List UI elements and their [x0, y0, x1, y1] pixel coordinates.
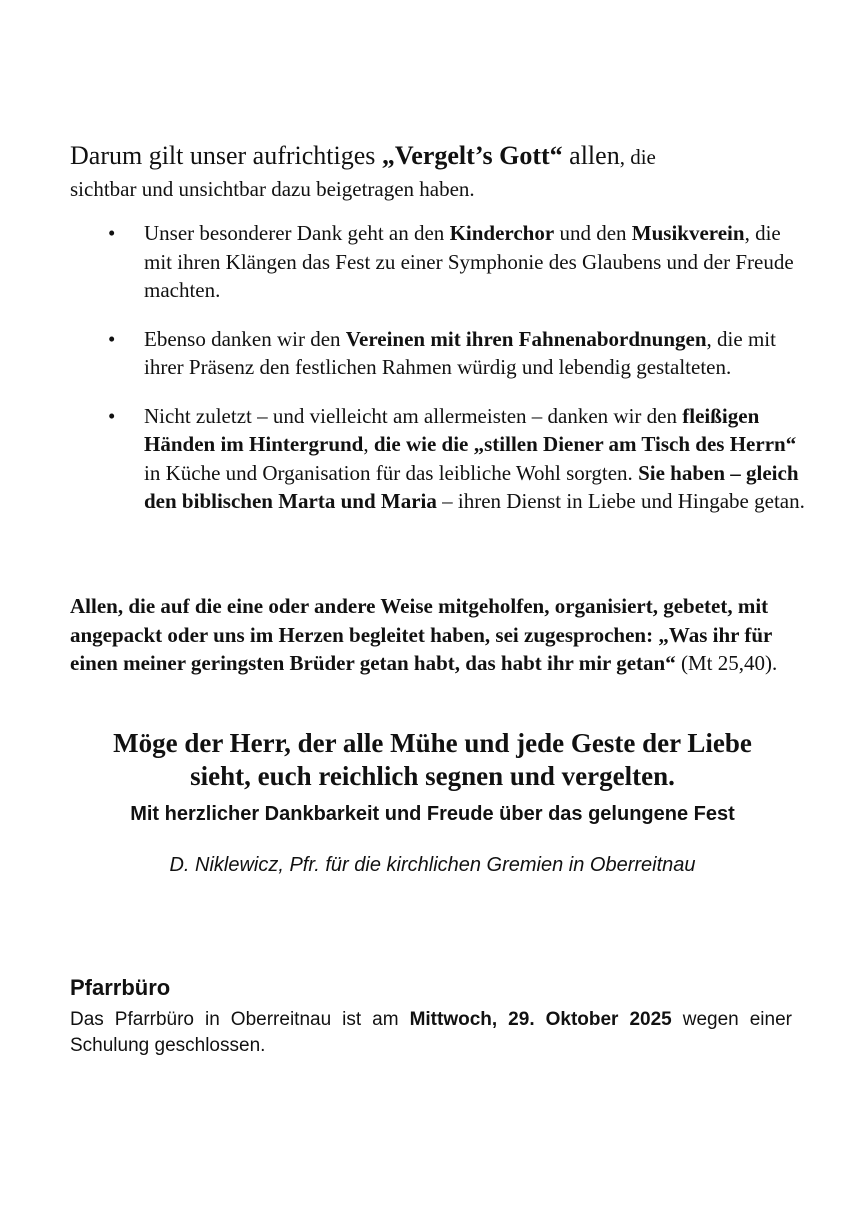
blessing-line-1: Möge der Herr, der alle Mühe und jede Geste der Liebe — [113, 728, 752, 758]
intro-text: allen — [562, 141, 620, 170]
silent-servants: die wie die „stillen Diener am Tisch des Herrn“ — [373, 432, 797, 456]
vergelts-gott-phrase: „Vergelt’s Gott“ — [381, 141, 563, 170]
blessing — [60, 727, 805, 793]
blessing-line-2: sieht, euch reichlich segnen und vergelten. — [190, 761, 675, 791]
thanks-item-children-choir: • Unser besonderer Dank geht an den Kinderchor und den Musikverein, die mit ihren Klängen das Fest zu einer Symphonie des Glaubens und der Freude machten. — [108, 221, 794, 302]
signature: D. Niklewicz, Pfr. für die kirchlichen Gremien in Oberreitnau — [169, 854, 696, 876]
intro-text: Darum gilt unser aufrichtiges — [70, 141, 382, 170]
office-notice: Das Pfarrbüro in Oberreitnau ist am Mittwoch, 29. Oktober 2025 wegen einer Schulung geschlossen. — [70, 1009, 792, 1056]
bullet-icon: • — [108, 403, 116, 428]
gratitude-line: Mit herzlicher Dankbarkeit und Freude über das gelungene Fest — [130, 803, 735, 825]
closure-date: Mittwoch, 29. Oktober 2025 — [409, 1009, 672, 1030]
thanks-item-helpers: • Nicht zuletzt – und vielleicht am allermeisten – danken wir den fleißigen Händen im Hintergrund, die wie die „stillen Diener am Tisch des Herrn“ in Küche und Organisation für das leibliche Wohl sorgten. Sie haben – gleich den biblischen Marta und Maria – ihren Dienst in Liebe und Hingabe getan. — [108, 403, 805, 513]
closing-paragraph — [70, 592, 795, 678]
closing-bold-text: Allen, die auf die eine oder andere Weise mitgeholfen, organisiert, gebetet, mit angepackt oder uns im Herzen begleitet haben, sei zugesprochen: „Was ihr für einen meiner geringsten Brüder getan habt, das habt ihr mir getan“ — [70, 594, 772, 675]
helping-hands: fleißigen Händen im Hintergrund — [144, 403, 760, 456]
intro-line-1 — [70, 138, 810, 175]
musikverein: Musikverein — [631, 221, 745, 245]
intro-paragraph — [70, 138, 810, 203]
thanks-item-associations: • Ebenso danken wir den Vereinen mit ihren Fahnenabordnungen, die mit ihrer Präsenz den festlichen Rahmen würdig und lebendig gestalteten. — [108, 326, 776, 379]
thanks-list — [70, 219, 810, 516]
intro-line-2: sichtbar und unsichtbar dazu beigetragen haben. — [70, 177, 475, 201]
marta-maria: Sie haben – gleich den biblischen Marta und Maria — [144, 460, 799, 513]
intro-text: , die — [619, 145, 656, 169]
kinderchor: Kinderchor — [449, 221, 555, 245]
vereine-fahnenabordnungen: Vereinen mit ihren Fahnenabordnungen — [345, 326, 707, 351]
bullet-icon: • — [108, 326, 116, 351]
bible-citation: (Mt 25,40). — [675, 651, 778, 675]
office-title: Pfarrbüro — [70, 975, 171, 1000]
bullet-icon: • — [108, 221, 116, 245]
